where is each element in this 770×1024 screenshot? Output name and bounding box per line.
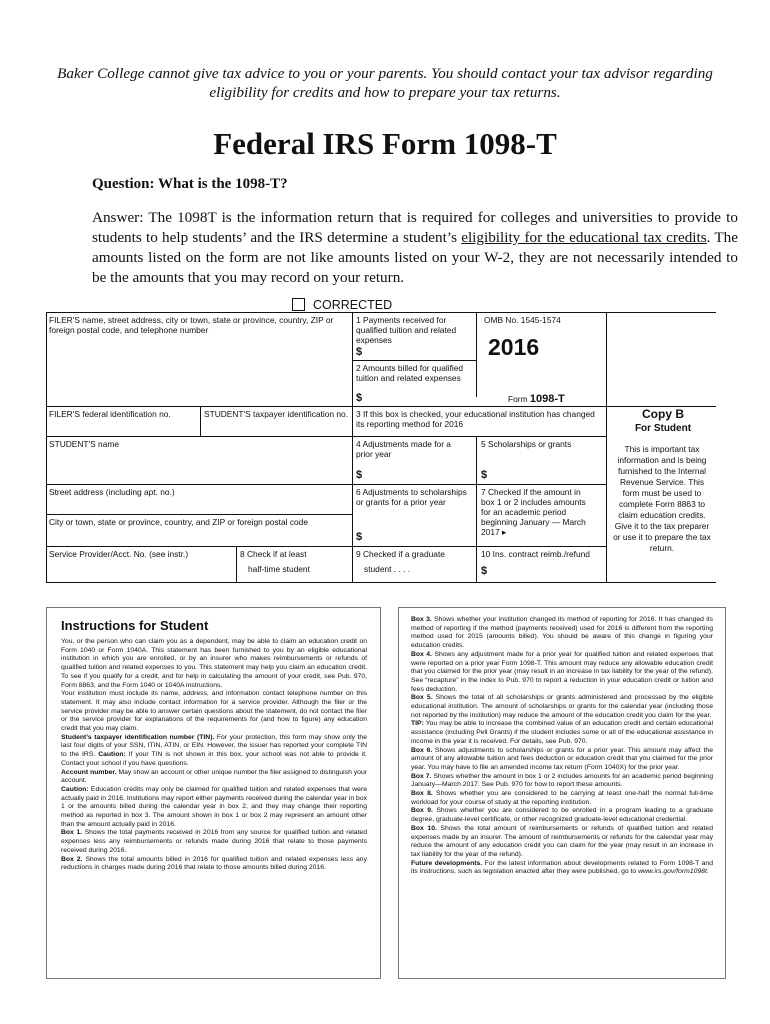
instruction-right-paragraph: Future developments. For the latest information about developments related to Form 1098-T and its instructions, such as legislation enacted after they were published, go to www.irs.gov/form1098t.: [411, 859, 713, 876]
instruction-right-paragraph: Box 8. Shows whether you are considered to be carrying at least one-half the normal full-time workload for your course of study at the reporting institution.: [411, 790, 714, 806]
corrected-checkbox[interactable]: CORRECTED: [292, 298, 392, 312]
box4-dollar[interactable]: $: [356, 469, 363, 481]
instruction-right-paragraph: Box 10. Shows the total amount of reimbursements or refunds of qualified tuition and related expenses made by an insurer. The amount of reimbursements or refunds for the calendar year may reduce the amount of any education credit you can claim for the year (may result in an increase in tax liability for the year of the refund).: [411, 824, 713, 858]
box10-dollar[interactable]: $: [481, 565, 488, 577]
tax-year: 2016: [488, 334, 540, 360]
instruction-left-paragraph: Student’s taxpayer identification number (TIN). For your protection, this form may show only the last four digits of your SSN, ITIN, ATIN, or EIN. However, the issuer has reported your complete TIN to the IRS. Caution: If your TIN is not shown in this box, your school was not able to provide it. Contact your school if you have questions.: [61, 733, 367, 767]
box9-label-2: student . . . .: [364, 564, 411, 574]
box1-dollar[interactable]: $: [356, 346, 363, 358]
student-tin-field[interactable]: STUDENT'S taxpayer identification no.: [204, 409, 349, 419]
for-student: For Student: [634, 423, 692, 434]
box2-dollar[interactable]: $: [356, 392, 363, 404]
box10-label: 10 Ins. contract reimb./refund: [481, 549, 590, 559]
instructions-right-panel: [398, 607, 726, 979]
form1098t-link[interactable]: www.irs.gov/form1098t: [638, 868, 707, 876]
answer-text-end: . The amounts listed on the form are not like amounts listed on your W-2, they are not necessarily intended to be the amounts that you may record on your return.: [92, 229, 738, 286]
instructions-right-text: [411, 616, 713, 877]
instruction-left-paragraph: You, or the person who can claim you as a dependent, may be able to claim an education credit on Form 1040 or Form 1040A. This statement has been furnished to you by an eligible educational institution in which you are enrolled, or by an insurer who makes reimbursements or refunds of qualified tuition and related expenses to you. This statement may help you claim an education credit. To see if you qualify for a credit, and for help in calculating the amount of your credit, see Pub. 970, Form 8863, and the Form 1040 or 1040A instructions.: [61, 638, 367, 689]
service-provider-field[interactable]: Service Provider/Acct. No. (see instr.): [49, 549, 189, 559]
box4-label: 4 Adjustments made for a prior year: [356, 439, 451, 459]
filer-name-field[interactable]: FILER'S name, street address, city or town, state or province, country, ZIP or foreign postal code, and telephone number: [49, 315, 334, 335]
instructions-left-text: [61, 638, 367, 873]
instruction-left-paragraph: Caution: Education credits may only be claimed for qualified tuition and related expenses that were actually paid in 2016. Institutions may report either payments received during the calendar year in box 1 or the amounts billed during the calendar year in box 2, and they may change their reporting method as reported in box 3. The amount shown in box 1 or box 2 may represent an amount other than the amount actually paid in 2016.: [61, 785, 367, 828]
page-title: Federal IRS Form 1098-T: [213, 126, 557, 161]
answer: [92, 208, 738, 288]
instruction-left-paragraph: Your institution must include its name, address, and information contact telephone number on this statement. It may also include contact information for a service provider. Although the filer or the service provider may be able to answer certain questions about the statement, do not contact the filer or the service provider for explanations of the requirements for (and how to figure) any education credit that you may claim.: [61, 690, 367, 733]
student-name-field[interactable]: STUDENT'S name: [49, 439, 120, 449]
instructions-title: Instructions for Student: [61, 618, 209, 633]
box2-label: 2 Amounts billed for qualified tuition and related expenses: [356, 363, 464, 383]
instruction-right-paragraph: TIP: You may be able to increase the combined value of an education credit and certain educational assistance (including Pell Grants) if the student includes some or all of the educational assistance in income in the year it is received. For details, see Pub. 970.: [411, 720, 713, 745]
box6-label: 6 Adjustments to scholarships or grants for a prior year: [356, 487, 467, 507]
street-address-field[interactable]: Street address (including apt. no.): [49, 487, 175, 497]
instruction-right-paragraph: Box 7. Shows whether the amount in box 1 or 2 includes amounts for an academic period beginning January—March 2017. See Pub. 970 for how to report these amounts.: [411, 772, 713, 789]
box8-label[interactable]: 8 Check if at least: [240, 549, 307, 559]
instruction-left-paragraph: Box 2. Shows the total amounts billed in 2016 for qualified tuition and related expenses less any reductions in charges made during 2016 that relate to those amounts billed during 2016.: [61, 855, 367, 872]
omb-number: OMB No. 1545-1574: [484, 315, 561, 325]
filer-id-field[interactable]: FILER'S federal identification no.: [49, 409, 171, 419]
instruction-right-paragraph: Box 3. Shows whether your institution changed its method of reporting for 2016. It has changed its method of reporting if the method (payments received) used for 2016 is different from the reporting method used for 2015 (amounts billed). You should be aware of this change in figuring your education credits.: [411, 616, 714, 650]
instructions-left-panel: [46, 607, 381, 979]
checkbox-icon: [292, 298, 305, 311]
question: Question: What is the 1098-T?: [92, 176, 288, 192]
box5-label: 5 Scholarships or grants: [481, 439, 572, 449]
form-number: Form 1098-T: [508, 393, 565, 405]
box8-label-2: half-time student: [248, 564, 310, 574]
disclaimer: Baker College cannot give tax advice to you or your parents. You should contact your tax advisor regarding eligibility for credits and how to prepare your tax returns.: [57, 65, 713, 101]
instruction-left-paragraph: Account number. May show an account or other unique number the filer assigned to distinguish your account.: [61, 768, 367, 785]
instruction-right-paragraph: Box 4. Shows any adjustment made for a prior year for qualified tuition and related expenses that were reported on a prior year Form 1098-T. This amount may reduce any allowable education credit that you claimed for the prior year (may result in an increase in tax liability for the year of the refund). See “recapture” in the index to Pub. 970 to report a reduction in your education credit or tuition and fees deduction.: [411, 650, 713, 693]
box6-dollar[interactable]: $: [356, 531, 363, 543]
box9-label[interactable]: 9 Checked if a graduate: [356, 549, 445, 559]
instruction-right-paragraph: Box 5. Shows the total of all scholarships or grants administered and processed by the eligible educational institution. The amount of scholarships or grants for the calendar year (including those not reported by the institution) may reduce the amount of the education credit you claim for the year.: [411, 694, 713, 719]
city-field[interactable]: City or town, state or province, country, and ZIP or foreign postal code: [49, 517, 308, 527]
answer-text: Answer: The 1098T is the information return that is required for colleges and universities to provide to students to help students’ and the IRS determine a student’s: [92, 209, 738, 246]
copy-b-text: This is important tax information and is being furnished to the Internal Revenue Service. This form must be used to complete Form 8863 to claim education credits. Give it to the tax preparer or use it to prepare the tax return.: [613, 444, 711, 553]
instruction-right-paragraph: Box 9. Shows whether you are considered to be enrolled in a program leading to a graduate degree, graduate-level certificate, or other recognized graduate-level educational credential.: [411, 807, 714, 824]
box3-label[interactable]: 3 If this box is checked, your educational institution has changed its reporting method for 2016: [356, 409, 595, 429]
eligibility-link[interactable]: eligibility for the educational tax credits: [461, 229, 707, 246]
instruction-right-paragraph: Box 6. Shows adjustments to scholarships or grants for a prior year. This amount may affect the amount of any allowable tuition and fees deduction or education credit that you claimed for the prior year. You may have to file an amended income tax return (Form 1040X) for the prior year.: [411, 746, 713, 771]
form-1098t: [46, 312, 716, 582]
box7-label[interactable]: 7 Checked if the amount in box 1 or 2 includes amounts for an academic period beginning January — March 2017 ▸: [481, 487, 586, 537]
box1-label: 1 Payments received for qualified tuition and related expenses: [356, 315, 457, 345]
box5-dollar[interactable]: $: [481, 469, 488, 481]
copy-b: Copy B: [642, 407, 684, 421]
instruction-left-paragraph: Box 1. Shows the total payments received in 2016 from any source for qualified tuition and related expenses less any reimbursements or refunds made during 2016 that relate to those payments received during 2016.: [61, 829, 367, 854]
